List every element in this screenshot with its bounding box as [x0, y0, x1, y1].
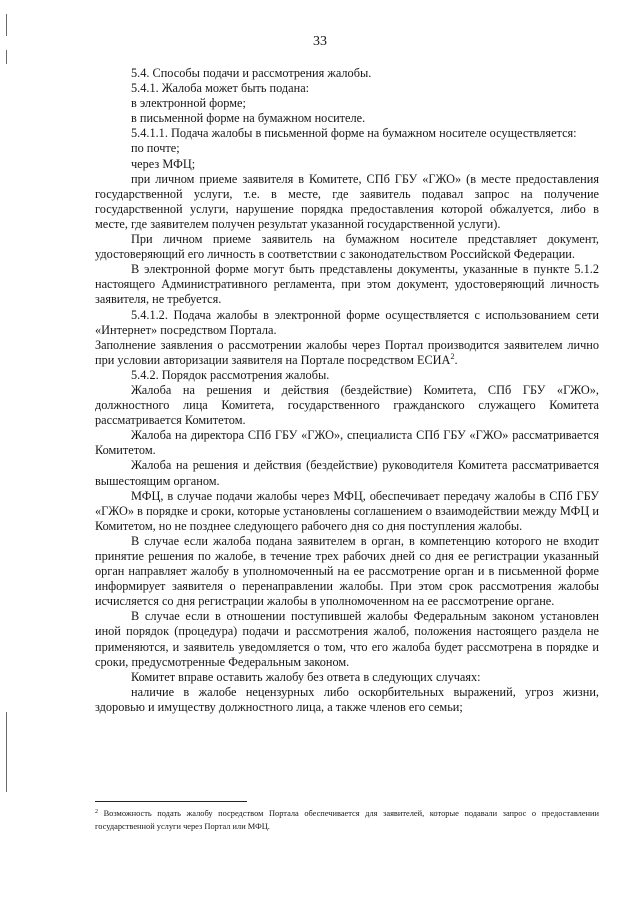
- paragraph: [95, 458, 599, 488]
- paragraph-text: 5.4.1.1. Подача жалобы в письменной форме на бумажном носителе осуществляется:: [131, 126, 577, 141]
- paragraph: [95, 81, 599, 96]
- paragraph: [95, 534, 599, 609]
- paragraph: [95, 609, 599, 669]
- paragraph: [95, 141, 599, 156]
- paragraph: [95, 489, 599, 534]
- paragraph-tail: .: [454, 352, 458, 367]
- paragraph-text: по почте;: [131, 141, 180, 156]
- footnote-reference: 2: [450, 351, 455, 361]
- paragraph-text: через МФЦ;: [131, 156, 196, 171]
- paragraph-text: в электронной форме;: [131, 96, 246, 111]
- paragraph: [95, 308, 599, 338]
- paragraph: [95, 126, 599, 141]
- paragraph: [95, 262, 599, 307]
- paragraph: [95, 232, 599, 262]
- paragraph: [95, 368, 599, 383]
- scan-edge-mark: [6, 712, 7, 792]
- paragraph-text: Жалоба на решения и действия (бездействие) Комитета, СПб ГБУ «ГЖО», должностного лица Комитета, государственного гражданского служащего Комитета рассматривается Комитетом.: [95, 382, 599, 428]
- footnote-marker: 2: [95, 809, 98, 815]
- paragraph-text: 5.4.1.2. Подача жалобы в электронной форме осуществляется с использованием сети «Интернет» посредством Портала.: [95, 307, 599, 337]
- paragraph-text: Жалоба на директора СПб ГБУ «ГЖО», специалиста СПб ГБУ «ГЖО» рассматривается Комитетом.: [95, 428, 599, 458]
- paragraph: [95, 383, 599, 428]
- paragraph-text: Жалоба на решения и действия (бездействие) руководителя Комитета рассматривается вышестоящим органом.: [95, 458, 599, 488]
- paragraph: [95, 428, 599, 458]
- paragraph-text: 5.4.2. Порядок рассмотрения жалобы.: [131, 367, 330, 382]
- paragraph: [95, 338, 599, 368]
- paragraph-text: При личном приеме заявитель на бумажном носителе представляет документ, удостоверяющий его личность в соответствии с законодательством Российской Федерации.: [95, 232, 599, 262]
- paragraph-text: В электронной форме могут быть представлены документы, указанные в пункте 5.1.2 настоящего Административного регламента, при этом документ, удостоверяющий личность заявителя, не требуется.: [95, 262, 599, 307]
- paragraph: [95, 685, 599, 715]
- paragraph-text: МФЦ, в случае подачи жалобы через МФЦ, обеспечивает передачу жалобы в СПб ГБУ «ГЖО» в порядке и сроки, которые установлены соглашением о взаимодействии между МФЦ и Комитетом, но не позднее следующего рабочего дня со дня поступления жалобы.: [95, 488, 599, 533]
- paragraph-text: В случае если жалоба подана заявителем в орган, в компетенцию которого не входит принятие решения по жалобе, в течение трех рабочих дней со дня ее регистрации указанный орган направляет жалобу в уполномоченный на ее рассмотрение орган и в письменной форме информирует заявителя о перенаправлении жалобы. При этом срок рассмотрения жалобы исчисляется со дня регистрации жалобы в уполномоченном на ее рассмотрение органе.: [95, 533, 599, 609]
- footnote-separator: [95, 801, 247, 802]
- scan-edge-mark: [6, 50, 7, 64]
- paragraph-text: Комитет вправе оставить жалобу без ответа в следующих случаях:: [131, 669, 481, 684]
- paragraph-text: при личном приеме заявителя в Комитете, СПб ГБУ «ГЖО» (в месте предоставления государственной услуги, т.е. в месте, где заявитель подавал запрос на получение государственной услуги, нарушение порядка предоставления которой обжалуется, либо в месте, где заявителем получен результат указанной государственной услуги).: [95, 171, 599, 231]
- paragraph: [95, 157, 599, 172]
- paragraph-text: наличие в жалобе нецензурных либо оскорбительных выражений, угроз жизни, здоровью и имуществу должностного лица, а также членов его семьи;: [95, 684, 599, 714]
- paragraph: [95, 172, 599, 232]
- paragraph-text: 5.4.1. Жалоба может быть подана:: [131, 81, 310, 96]
- paragraph: [95, 66, 599, 81]
- page-number: 33: [313, 34, 327, 49]
- document-body: [95, 66, 599, 715]
- paragraph-text: 5.4. Способы подачи и рассмотрения жалобы.: [131, 66, 372, 80]
- paragraph: [95, 670, 599, 685]
- paragraph-text: В случае если в отношении поступившей жалобы Федеральным законом установлен иной порядок (процедура) подачи и рассмотрения жалоб, положения настоящего раздела не применяются, и заявитель уведомляется о том, что его жалоба будет рассмотрена в порядке и сроки, предусмотренные Федеральным законом.: [95, 609, 599, 669]
- footnote-text: Возможность подать жалобу посредством Портала обеспечивается для заявителей, которые подавали запрос о предоставлении государственной услуги через Портал или МФЦ.: [95, 809, 599, 831]
- scan-edge-mark: [6, 14, 7, 36]
- footnote: [95, 808, 599, 833]
- paragraph-text: в письменной форме на бумажном носителе.: [131, 111, 366, 126]
- paragraph-text: Заполнение заявления о рассмотрении жалобы через Портал производится заявителем лично при условии авторизации заявителя на Портале посредством ЕСИА: [95, 337, 599, 367]
- paragraph: [95, 96, 599, 111]
- paragraph: [95, 111, 599, 126]
